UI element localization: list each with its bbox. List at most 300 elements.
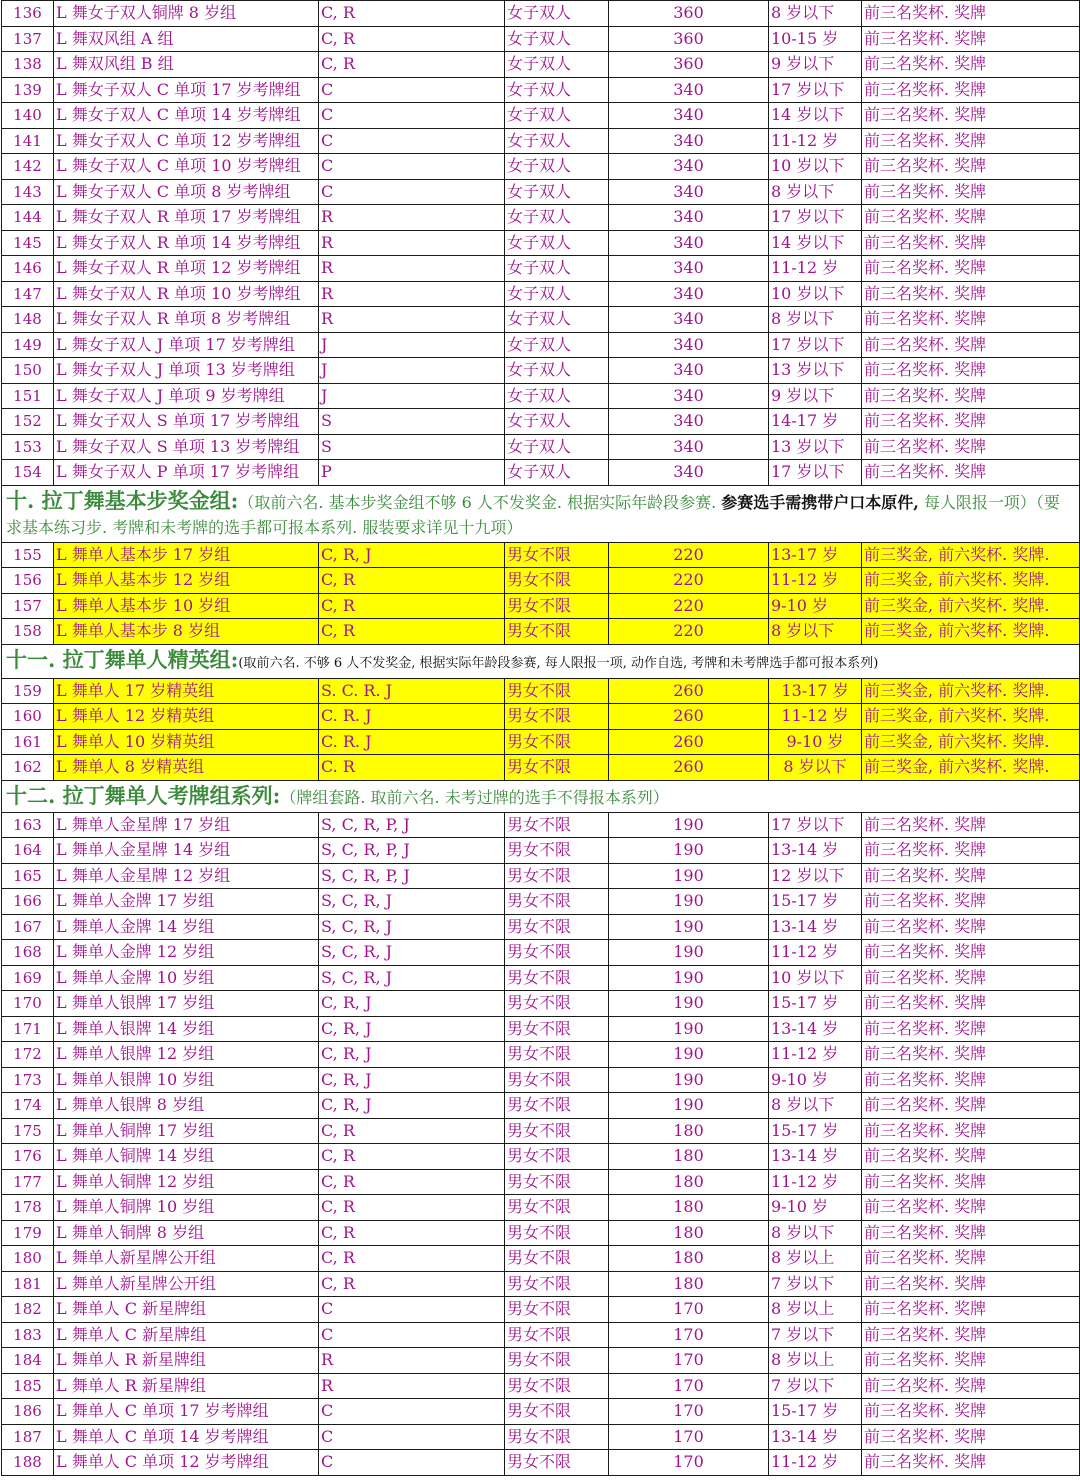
category-cell: 女子双人 (505, 332, 609, 358)
award-cell: 前三名奖杯. 奖牌 (862, 460, 1080, 486)
row-number-cell: 146 (2, 256, 54, 282)
table-row (2, 940, 1080, 966)
award-cell: 前三名奖杯. 奖牌 (862, 409, 1080, 435)
table-row (2, 281, 1080, 307)
dances-cell: R (319, 281, 505, 307)
award-cell: 前三奖金, 前六奖杯. 奖牌. (862, 755, 1080, 781)
section-header-11 (2, 644, 1080, 678)
fee-cell: 180 (609, 1118, 769, 1144)
dances-cell: J (319, 383, 505, 409)
event-name-cell: L 舞单人 C 新星牌组 (54, 1322, 319, 1348)
table-row (2, 704, 1080, 730)
category-cell: 男女不限 (505, 889, 609, 915)
category-cell: 女子双人 (505, 383, 609, 409)
category-cell: 男女不限 (505, 568, 609, 594)
fee-cell: 340 (609, 332, 769, 358)
age-cell: 15-17 岁 (769, 889, 862, 915)
event-name-cell: L 舞女子双人 J 单项 17 岁考牌组 (54, 332, 319, 358)
fee-cell: 190 (609, 1093, 769, 1119)
fee-cell: 180 (609, 1246, 769, 1272)
age-cell: 11-12 岁 (769, 256, 862, 282)
award-cell: 前三奖金, 前六奖杯. 奖牌. (862, 568, 1080, 594)
table-row (2, 812, 1080, 838)
table-row (2, 205, 1080, 231)
category-cell: 男女不限 (505, 1093, 609, 1119)
dances-cell: S (319, 409, 505, 435)
category-cell: 女子双人 (505, 256, 609, 282)
table-row (2, 965, 1080, 991)
dances-cell: S, C, R, P, J (319, 838, 505, 864)
table-row (2, 358, 1080, 384)
age-cell: 8 岁以下 (769, 619, 862, 645)
section-note: 每人限报一项）（要求基本练习步. 考牌和未考牌的选手都可报本系列. 服装要求详见十九项） (6, 492, 1060, 537)
award-cell: 前三名奖杯. 奖牌 (862, 1118, 1080, 1144)
award-cell: 前三名奖杯. 奖牌 (862, 26, 1080, 52)
table-row (2, 332, 1080, 358)
event-name-cell: L 舞女子双人 S 单项 13 岁考牌组 (54, 434, 319, 460)
category-cell: 女子双人 (505, 307, 609, 333)
age-cell: 11-12 岁 (769, 704, 862, 730)
row-number-cell: 179 (2, 1220, 54, 1246)
table-row (2, 1424, 1080, 1450)
table-row (2, 1016, 1080, 1042)
age-cell: 8 岁以上 (769, 1348, 862, 1374)
dances-cell: C. R (319, 755, 505, 781)
group1-body (2, 1, 1080, 486)
table-row (2, 128, 1080, 154)
row-number-cell: 175 (2, 1118, 54, 1144)
age-cell: 10-15 岁 (769, 26, 862, 52)
category-cell: 男女不限 (505, 914, 609, 940)
award-cell: 前三名奖杯. 奖牌 (862, 103, 1080, 129)
event-name-cell: L 舞双风组 B 组 (54, 52, 319, 78)
category-cell: 男女不限 (505, 619, 609, 645)
table-row (2, 103, 1080, 129)
event-name-cell: L 舞单人铜牌 10 岁组 (54, 1195, 319, 1221)
category-cell: 男女不限 (505, 704, 609, 730)
table-row (2, 1450, 1080, 1476)
event-name-cell: L 舞单人 R 新星牌组 (54, 1373, 319, 1399)
category-cell: 男女不限 (505, 1042, 609, 1068)
category-cell: 女子双人 (505, 281, 609, 307)
fee-cell: 360 (609, 52, 769, 78)
dances-cell: C (319, 1322, 505, 1348)
section-header-10 (2, 485, 1080, 542)
category-cell: 男女不限 (505, 812, 609, 838)
fee-cell: 340 (609, 281, 769, 307)
award-cell: 前三名奖杯. 奖牌 (862, 914, 1080, 940)
fee-cell: 190 (609, 838, 769, 864)
row-number-cell: 152 (2, 409, 54, 435)
table-row (2, 1118, 1080, 1144)
fee-cell: 190 (609, 863, 769, 889)
row-number-cell: 160 (2, 704, 54, 730)
age-cell: 13 岁以下 (769, 358, 862, 384)
dances-cell: C, R, J (319, 1067, 505, 1093)
age-cell: 13 岁以下 (769, 434, 862, 460)
event-name-cell: L 舞单人 C 单项 14 岁考牌组 (54, 1424, 319, 1450)
row-number-cell: 147 (2, 281, 54, 307)
fee-cell: 340 (609, 383, 769, 409)
dances-cell: C (319, 1297, 505, 1323)
age-cell: 8 岁以下 (769, 1093, 862, 1119)
event-name-cell: L 舞女子双人 C 单项 8 岁考牌组 (54, 179, 319, 205)
award-cell: 前三名奖杯. 奖牌 (862, 307, 1080, 333)
dances-cell: C. R. J (319, 729, 505, 755)
category-cell: 男女不限 (505, 542, 609, 568)
age-cell: 13-14 岁 (769, 914, 862, 940)
age-cell: 15-17 岁 (769, 1118, 862, 1144)
fee-cell: 260 (609, 704, 769, 730)
event-name-cell: L 舞单人金牌 17 岁组 (54, 889, 319, 915)
dances-cell: C, R (319, 1, 505, 27)
category-cell: 男女不限 (505, 1271, 609, 1297)
table-row (2, 863, 1080, 889)
age-cell: 10 岁以下 (769, 965, 862, 991)
fee-cell: 170 (609, 1322, 769, 1348)
award-cell: 前三名奖杯. 奖牌 (862, 332, 1080, 358)
category-cell: 男女不限 (505, 1246, 609, 1272)
award-cell: 前三名奖杯. 奖牌 (862, 1322, 1080, 1348)
table-row (2, 460, 1080, 486)
category-cell: 男女不限 (505, 965, 609, 991)
table-row (2, 1246, 1080, 1272)
age-cell: 14-17 岁 (769, 409, 862, 435)
table-row (2, 838, 1080, 864)
table-row (2, 1093, 1080, 1119)
fee-cell: 170 (609, 1424, 769, 1450)
dances-cell: C, R (319, 1271, 505, 1297)
age-cell: 13-14 岁 (769, 1424, 862, 1450)
row-number-cell: 137 (2, 26, 54, 52)
award-cell: 前三名奖杯. 奖牌 (862, 1195, 1080, 1221)
fee-cell: 170 (609, 1399, 769, 1425)
table-row (2, 409, 1080, 435)
dances-cell: C, R (319, 1118, 505, 1144)
dances-cell: R (319, 1348, 505, 1374)
age-cell: 11-12 岁 (769, 1042, 862, 1068)
row-number-cell: 176 (2, 1144, 54, 1170)
dances-cell: C, R, J (319, 1042, 505, 1068)
award-cell: 前三奖金, 前六奖杯. 奖牌. (862, 619, 1080, 645)
event-name-cell: L 舞女子双人 S 单项 17 岁考牌组 (54, 409, 319, 435)
category-cell: 男女不限 (505, 1424, 609, 1450)
table-row (2, 1042, 1080, 1068)
row-number-cell: 138 (2, 52, 54, 78)
award-cell: 前三名奖杯. 奖牌 (862, 1297, 1080, 1323)
category-cell: 女子双人 (505, 154, 609, 180)
event-name-cell: L 舞单人铜牌 8 岁组 (54, 1220, 319, 1246)
event-name-cell: L 舞单人 C 新星牌组 (54, 1297, 319, 1323)
table-row (2, 52, 1080, 78)
category-cell: 男女不限 (505, 755, 609, 781)
section-header-row (2, 485, 1080, 542)
fee-cell: 170 (609, 1373, 769, 1399)
award-cell: 前三名奖杯. 奖牌 (862, 52, 1080, 78)
table-row (2, 1067, 1080, 1093)
row-number-cell: 156 (2, 568, 54, 594)
table-row (2, 1322, 1080, 1348)
section-title: 十. 拉丁舞基本步奖金组: (6, 487, 239, 513)
category-cell: 男女不限 (505, 1169, 609, 1195)
award-cell: 前三名奖杯. 奖牌 (862, 889, 1080, 915)
dances-cell: S, C, R, J (319, 914, 505, 940)
dances-cell: S, C, R, P, J (319, 812, 505, 838)
dances-cell: S, C, R, J (319, 965, 505, 991)
event-name-cell: L 舞女子双人 R 单项 12 岁考牌组 (54, 256, 319, 282)
dances-cell: P (319, 460, 505, 486)
table-row (2, 568, 1080, 594)
fee-cell: 180 (609, 1271, 769, 1297)
row-number-cell: 163 (2, 812, 54, 838)
award-cell: 前三名奖杯. 奖牌 (862, 434, 1080, 460)
age-cell: 17 岁以下 (769, 460, 862, 486)
category-cell: 男女不限 (505, 1195, 609, 1221)
table-row (2, 77, 1080, 103)
event-name-cell: L 舞单人银牌 10 岁组 (54, 1067, 319, 1093)
award-cell: 前三名奖杯. 奖牌 (862, 863, 1080, 889)
section-header-12 (2, 780, 1080, 812)
award-cell: 前三名奖杯. 奖牌 (862, 1271, 1080, 1297)
fee-cell: 180 (609, 1144, 769, 1170)
section10-body (2, 485, 1080, 542)
award-cell: 前三名奖杯. 奖牌 (862, 383, 1080, 409)
dances-cell: C, R, J (319, 1016, 505, 1042)
table-row (2, 991, 1080, 1017)
row-number-cell: 178 (2, 1195, 54, 1221)
event-name-cell: L 舞单人 C 单项 17 岁考牌组 (54, 1399, 319, 1425)
event-name-cell: L 舞单人金星牌 12 岁组 (54, 863, 319, 889)
category-cell: 男女不限 (505, 1118, 609, 1144)
fee-cell: 190 (609, 812, 769, 838)
category-cell: 男女不限 (505, 1144, 609, 1170)
dances-cell: C, R, J (319, 1093, 505, 1119)
fee-cell: 340 (609, 307, 769, 333)
row-number-cell: 173 (2, 1067, 54, 1093)
age-cell: 15-17 岁 (769, 1399, 862, 1425)
row-number-cell: 159 (2, 678, 54, 704)
category-cell: 女子双人 (505, 179, 609, 205)
category-cell: 女子双人 (505, 434, 609, 460)
award-cell: 前三奖金, 前六奖杯. 奖牌. (862, 729, 1080, 755)
age-cell: 17 岁以下 (769, 812, 862, 838)
fee-cell: 340 (609, 409, 769, 435)
award-cell: 前三名奖杯. 奖牌 (862, 205, 1080, 231)
dances-cell: C, R (319, 1144, 505, 1170)
age-cell: 11-12 岁 (769, 128, 862, 154)
fee-cell: 220 (609, 593, 769, 619)
dances-cell: C, R, J (319, 991, 505, 1017)
event-name-cell: L 舞单人 17 岁精英组 (54, 678, 319, 704)
table-row (2, 755, 1080, 781)
row-number-cell: 150 (2, 358, 54, 384)
fee-cell: 190 (609, 991, 769, 1017)
age-cell: 8 岁以上 (769, 1297, 862, 1323)
category-cell: 男女不限 (505, 1322, 609, 1348)
fee-cell: 220 (609, 542, 769, 568)
dances-cell: C, R (319, 568, 505, 594)
award-cell: 前三名奖杯. 奖牌 (862, 1450, 1080, 1476)
event-name-cell: L 舞单人基本步 8 岁组 (54, 619, 319, 645)
dances-cell: S, C, R, P, J (319, 863, 505, 889)
row-number-cell: 188 (2, 1450, 54, 1476)
row-number-cell: 180 (2, 1246, 54, 1272)
dances-cell: C, R (319, 1195, 505, 1221)
event-name-cell: L 舞女子双人 C 单项 14 岁考牌组 (54, 103, 319, 129)
category-cell: 男女不限 (505, 1348, 609, 1374)
dances-cell: S (319, 434, 505, 460)
fee-cell: 170 (609, 1450, 769, 1476)
age-cell: 13-17 岁 (769, 678, 862, 704)
event-name-cell: L 舞单人 10 岁精英组 (54, 729, 319, 755)
category-cell: 女子双人 (505, 52, 609, 78)
event-name-cell: L 舞女子双人 C 单项 10 岁考牌组 (54, 154, 319, 180)
age-cell: 8 岁以下 (769, 179, 862, 205)
award-cell: 前三名奖杯. 奖牌 (862, 128, 1080, 154)
event-name-cell: L 舞单人铜牌 14 岁组 (54, 1144, 319, 1170)
award-cell: 前三名奖杯. 奖牌 (862, 179, 1080, 205)
category-cell: 男女不限 (505, 1373, 609, 1399)
age-cell: 11-12 岁 (769, 940, 862, 966)
event-name-cell: L 舞单人基本步 10 岁组 (54, 593, 319, 619)
table-row (2, 678, 1080, 704)
fee-cell: 170 (609, 1297, 769, 1323)
row-number-cell: 141 (2, 128, 54, 154)
event-name-cell: L 舞单人铜牌 17 岁组 (54, 1118, 319, 1144)
fee-cell: 360 (609, 1, 769, 27)
dances-cell: R (319, 307, 505, 333)
category-cell: 女子双人 (505, 460, 609, 486)
dances-cell: C, R, J (319, 542, 505, 568)
category-cell: 男女不限 (505, 593, 609, 619)
age-cell: 7 岁以下 (769, 1322, 862, 1348)
age-cell: 15-17 岁 (769, 991, 862, 1017)
age-cell: 11-12 岁 (769, 568, 862, 594)
category-cell: 女子双人 (505, 409, 609, 435)
section-header-row (2, 780, 1080, 812)
row-number-cell: 157 (2, 593, 54, 619)
event-name-cell: L 舞女子双人 C 单项 17 岁考牌组 (54, 77, 319, 103)
dances-cell: C, R (319, 1246, 505, 1272)
table-row (2, 230, 1080, 256)
dances-cell: C, R (319, 26, 505, 52)
section-note: （牌组套路. 取前六名. 未考过牌的选手不得报本系列） (280, 787, 669, 807)
award-cell: 前三名奖杯. 奖牌 (862, 1373, 1080, 1399)
fee-cell: 180 (609, 1220, 769, 1246)
award-cell: 前三名奖杯. 奖牌 (862, 154, 1080, 180)
category-cell: 女子双人 (505, 1, 609, 27)
category-cell: 男女不限 (505, 991, 609, 1017)
row-number-cell: 167 (2, 914, 54, 940)
award-cell: 前三名奖杯. 奖牌 (862, 1067, 1080, 1093)
fee-cell: 340 (609, 179, 769, 205)
row-number-cell: 171 (2, 1016, 54, 1042)
fee-cell: 340 (609, 128, 769, 154)
table-row (2, 256, 1080, 282)
award-cell: 前三名奖杯. 奖牌 (862, 1246, 1080, 1272)
category-cell: 男女不限 (505, 678, 609, 704)
fee-cell: 190 (609, 965, 769, 991)
row-number-cell: 187 (2, 1424, 54, 1450)
age-cell: 17 岁以下 (769, 205, 862, 231)
age-cell: 17 岁以下 (769, 77, 862, 103)
dances-cell: C. R. J (319, 704, 505, 730)
row-number-cell: 154 (2, 460, 54, 486)
table-row (2, 1169, 1080, 1195)
row-number-cell: 172 (2, 1042, 54, 1068)
row-number-cell: 148 (2, 307, 54, 333)
event-name-cell: L 舞单人银牌 17 岁组 (54, 991, 319, 1017)
event-name-cell: L 舞女子双人 J 单项 13 岁考牌组 (54, 358, 319, 384)
row-number-cell: 185 (2, 1373, 54, 1399)
age-cell: 9 岁以下 (769, 383, 862, 409)
table-row (2, 383, 1080, 409)
table-row (2, 1220, 1080, 1246)
dances-cell: C (319, 1424, 505, 1450)
section12-body (2, 780, 1080, 812)
award-cell: 前三奖金, 前六奖杯. 奖牌. (862, 593, 1080, 619)
fee-cell: 190 (609, 1067, 769, 1093)
row-number-cell: 155 (2, 542, 54, 568)
event-name-cell: L 舞女子双人 R 单项 14 岁考牌组 (54, 230, 319, 256)
award-cell: 前三名奖杯. 奖牌 (862, 1144, 1080, 1170)
age-cell: 10 岁以下 (769, 154, 862, 180)
event-name-cell: L 舞单人基本步 17 岁组 (54, 542, 319, 568)
fee-cell: 180 (609, 1169, 769, 1195)
category-cell: 男女不限 (505, 729, 609, 755)
dances-cell: C, R (319, 1220, 505, 1246)
fee-cell: 190 (609, 889, 769, 915)
table-row (2, 434, 1080, 460)
fee-cell: 260 (609, 729, 769, 755)
dances-cell: R (319, 256, 505, 282)
dances-cell: C, R (319, 52, 505, 78)
age-cell: 14 岁以下 (769, 230, 862, 256)
event-name-cell: L 舞单人金星牌 17 岁组 (54, 812, 319, 838)
age-cell: 8 岁以上 (769, 1246, 862, 1272)
row-number-cell: 149 (2, 332, 54, 358)
fee-cell: 340 (609, 77, 769, 103)
row-number-cell: 161 (2, 729, 54, 755)
award-cell: 前三名奖杯. 奖牌 (862, 1399, 1080, 1425)
dances-cell: C (319, 77, 505, 103)
award-cell: 前三名奖杯. 奖牌 (862, 1348, 1080, 1374)
age-cell: 9-10 岁 (769, 729, 862, 755)
fee-cell: 340 (609, 103, 769, 129)
schedule-table (1, 0, 1080, 1476)
category-cell: 男女不限 (505, 1297, 609, 1323)
fee-cell: 190 (609, 1016, 769, 1042)
age-cell: 8 岁以下 (769, 1, 862, 27)
event-name-cell: L 舞女子双人 P 单项 17 岁考牌组 (54, 460, 319, 486)
event-name-cell: L 舞单人基本步 12 岁组 (54, 568, 319, 594)
dances-cell: C, R (319, 1169, 505, 1195)
event-name-cell: L 舞女子双人 R 单项 10 岁考牌组 (54, 281, 319, 307)
fee-cell: 260 (609, 678, 769, 704)
event-name-cell: L 舞女子双人 C 单项 12 岁考牌组 (54, 128, 319, 154)
dances-cell: R (319, 1373, 505, 1399)
age-cell: 9-10 岁 (769, 593, 862, 619)
award-cell: 前三名奖杯. 奖牌 (862, 1016, 1080, 1042)
age-cell: 13-14 岁 (769, 838, 862, 864)
award-cell: 前三奖金, 前六奖杯. 奖牌. (862, 704, 1080, 730)
row-number-cell: 164 (2, 838, 54, 864)
fee-cell: 360 (609, 26, 769, 52)
age-cell: 8 岁以下 (769, 755, 862, 781)
award-cell: 前三名奖杯. 奖牌 (862, 838, 1080, 864)
table-row (2, 914, 1080, 940)
dances-cell: J (319, 332, 505, 358)
